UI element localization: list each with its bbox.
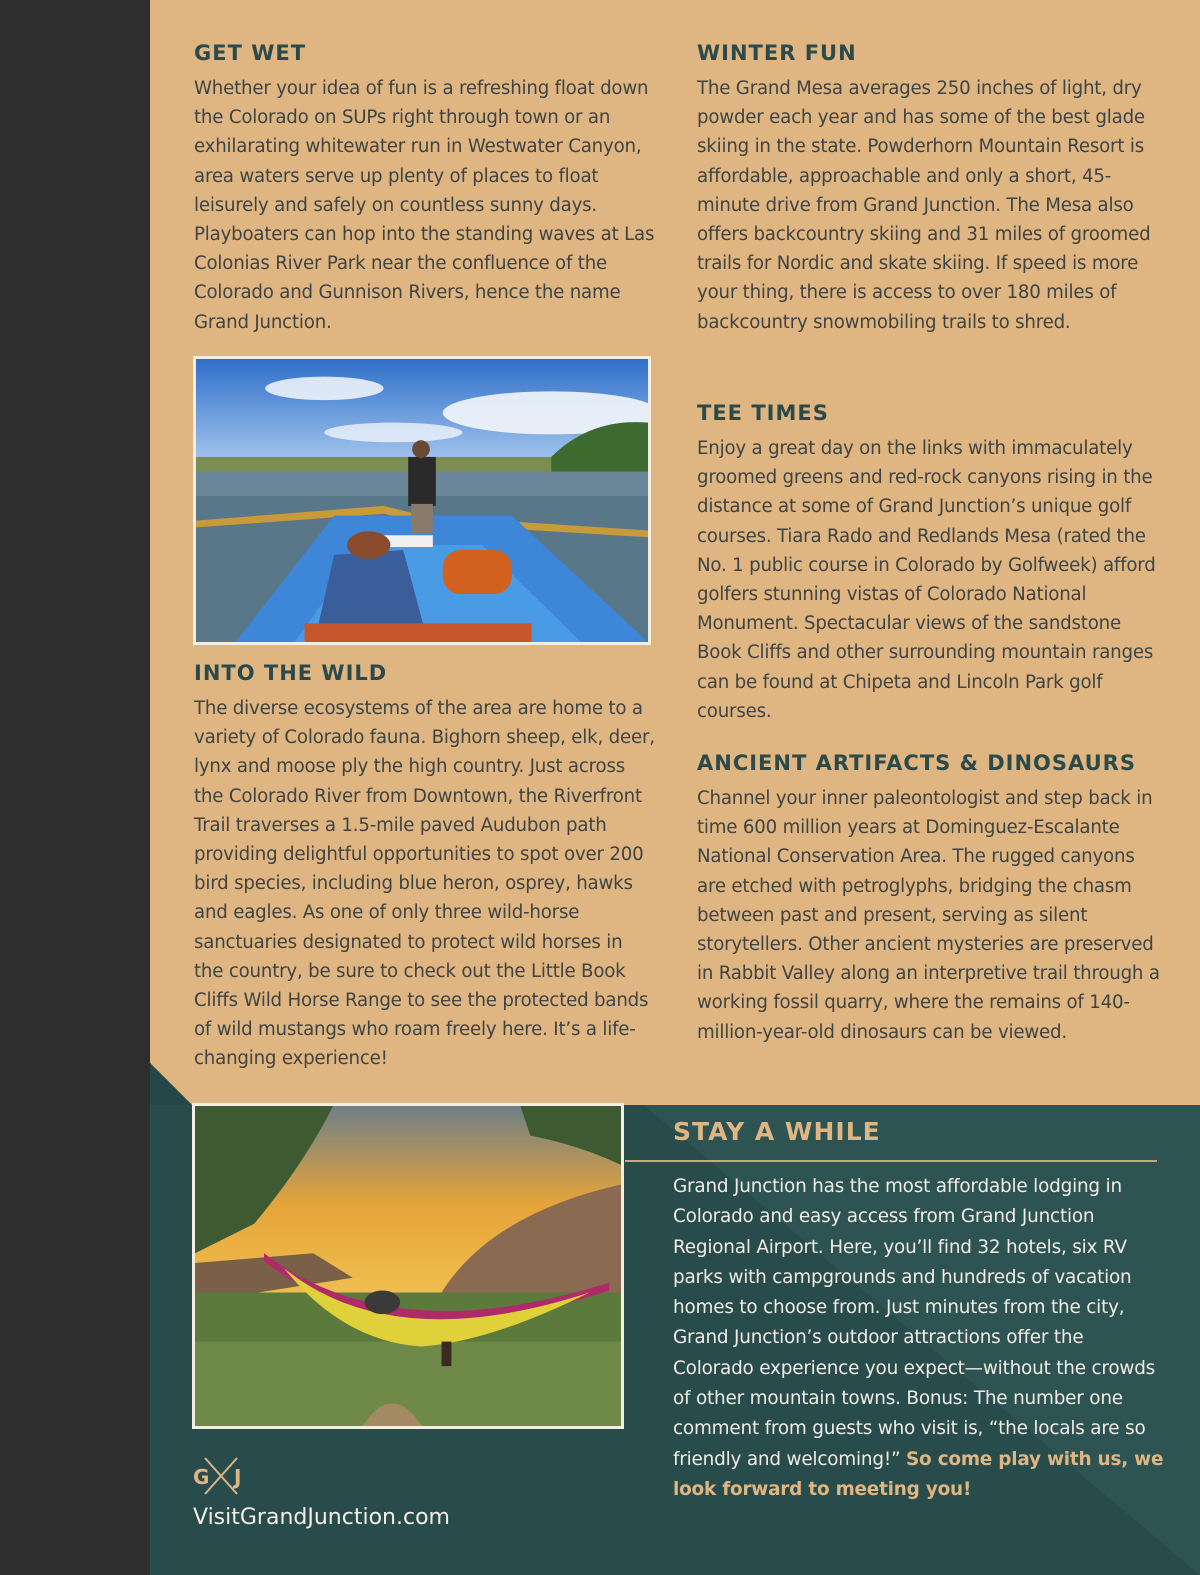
section-tee-times [697,400,1167,726]
stay-a-while-text [673,1172,1168,1505]
rafting-photo [193,356,651,645]
call-to-action: So come play with us, we look forward to meeting you! [673,1448,1164,1500]
hammock-photo [192,1103,624,1429]
section-get-wet [194,40,656,337]
section-ancient [697,750,1167,1047]
svg-text:J: J [234,1465,242,1489]
body-stay-a-while: Grand Junction has the most affordable lodging in Colorado and easy access from Grand Junction Regional Airport. Here, you’ll find 32 hotels, six RV parks with campgrounds and hundreds of vacation homes to choose from. Just minutes from the city, Grand Junction’s outdoor attractions offer the Colorado experience you expect—without the crowds of other mountain towns. Bonus: The number one comment from guests who visit is, “the locals are so friendly and welcoming!” [673,1176,1156,1470]
heading-winter-fun: WINTER FUN [697,41,857,65]
heading-stay-a-while: STAY A WHILE [673,1117,881,1146]
gj-logo [193,1456,249,1496]
body-tee-times: Enjoy a great day on the links with immaculately groomed greens and red-rock canyons rising in the distance at some of Grand Junction’s unique golf courses. Tiara Rado and Redlands Mesa (rated the No. 1 public course in Colorado by Golfweek) afford golfers stunning vistas of Colorado National Monument. Spectacular views of the sandstone Book Cliffs and other surrounding mountain ranges can be found at Chipeta and Lincoln Park golf courses. [697,438,1156,722]
heading-tee-times: TEE TIMES [697,401,829,425]
body-ancient: Channel your inner paleontologist and step back in time 600 million years at Dominguez-Escalante National Conservation Area. The rugged canyons are etched with petroglyphs, bridging the chasm between past and present, serving as silent storytellers. Other ancient mysteries are preserved in Rabbit Valley along an interpretive trail through a working fossil quarry, where the remains of 140-million-year-old dinosaurs can be viewed. [697,788,1160,1043]
left-margin-strip [0,0,150,1575]
section-into-the-wild [194,660,656,1074]
heading-rule [625,1160,1157,1162]
body-into-the-wild: The diverse ecosystems of the area are home to a variety of Colorado fauna. Bighorn sheep, elk, deer, lynx and moose ply the high country. Just across the Colorado River from Downtown, the Riverfront Trail traverses a 1.5-mile paved Audubon path providing delightful opportunities to spot over 200 bird species, including blue heron, osprey, hawks and eagles. As one of only three wild-horse sanctuaries designated to protect wild horses in the country, be sure to check out the Little Book Cliffs Wild Horse Range to see the protected bands of wild mustangs who roam freely here. It’s a life-changing experience! [194,698,655,1070]
svg-text:G: G [193,1465,210,1489]
heading-into-the-wild: INTO THE WILD [194,661,388,685]
heading-get-wet: GET WET [194,41,307,65]
website-url[interactable]: VisitGrandJunction.com [193,1505,450,1530]
body-winter-fun: The Grand Mesa averages 250 inches of light, dry powder each year and has some of the best glade skiing in the state. Powderhorn Mountain Resort is affordable, approachable and only a short, 45-minute drive from Grand Junction. The Mesa also offers backcountry skiing and 31 miles of groomed trails for Nordic and skate skiing. If speed is more your thing, there is access to over 180 miles of backcountry snowmobiling trails to shred. [697,78,1151,333]
body-get-wet: Whether your idea of fun is a refreshing float down the Colorado on SUPs right through town or an exhilarating whitewater run in Westwater Canyon, area waters serve up plenty of places to float leisurely and safely on countless sunny days. Playboaters can hop into the standing waves at Las Colonias River Park near the confluence of the Colorado and Gunnison Rivers, hence the name Grand Junction. [194,78,655,333]
heading-ancient: ANCIENT ARTIFACTS & DINOSAURS [697,751,1136,775]
section-winter-fun [697,40,1167,337]
